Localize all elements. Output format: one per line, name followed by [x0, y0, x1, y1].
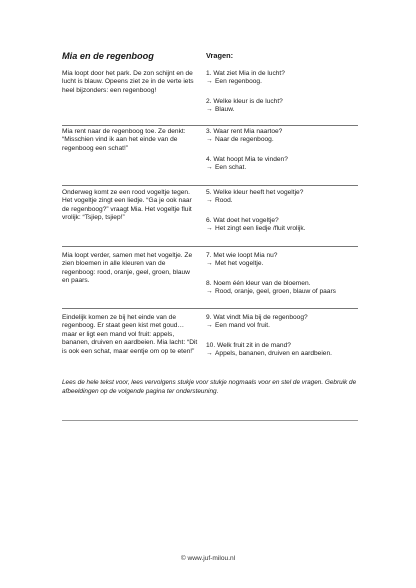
questions-1	[206, 70, 362, 126]
questions-4	[206, 252, 362, 308]
answer-text	[206, 136, 362, 144]
arrow-icon: →	[206, 106, 213, 114]
story-paragraph-2: Mia rent naar de regenboog toe. Ze denkt: “Misschien vind ik aan het einde van de regenboog een schat!”	[62, 128, 186, 152]
qa-item	[206, 252, 362, 269]
answer-text	[206, 288, 362, 296]
title-block	[62, 51, 202, 61]
answer-value: Met het vogeltje.	[215, 260, 264, 268]
question-text: 10. Welk fruit zit in de mand?	[206, 341, 291, 349]
answer-text	[206, 260, 362, 268]
question-text: 2. Welke kleur is de lucht?	[206, 97, 283, 105]
story-paragraph-1: Mia loopt door het park. De zon schijnt en de lucht is blauw. Opeens ziet ze in de verte iets heel bijzonders: een regenboog!	[62, 70, 194, 94]
bottom-divider	[62, 420, 358, 421]
answer-text	[206, 78, 362, 86]
story-paragraph-5: Eindelijk komen ze bij het einde van de regenboog. Er staat geen kist met goud… maar er ligt een mand vol fruit: appels, bananen, druiven en aardbeien. Mia lacht: “Dit is ook een schat, maar eentje om op te eten!”	[62, 314, 198, 355]
story-paragraph-3: Onderweg komt ze een rood vogeltje tegen. Het vogeltje zingt een liedje. “Ga je ook naar de regenboog?” vraagt Mia. Het vogeltje fluit vrolijk: “Tsjiep, tsjiep!”	[62, 189, 192, 222]
answer-text	[206, 225, 362, 233]
questions-5	[206, 314, 362, 370]
answer-text	[206, 350, 362, 358]
page-title: Mia en de regenboog	[62, 51, 154, 61]
section-divider	[62, 125, 358, 126]
arrow-icon: →	[206, 225, 213, 233]
answer-text	[206, 197, 362, 205]
arrow-icon: →	[206, 78, 213, 86]
answer-value: Rood.	[215, 197, 233, 205]
arrow-icon: →	[206, 164, 213, 172]
qa-item	[206, 314, 362, 331]
questions-heading-block	[206, 51, 233, 60]
questions-heading: Vragen:	[206, 51, 234, 60]
qa-item	[206, 342, 362, 359]
qa-item	[206, 280, 362, 297]
answer-value: Een regenboog.	[215, 78, 262, 86]
answer-value: Rood, oranje, geel, groen, blauw of paars	[215, 288, 336, 296]
qa-item	[206, 156, 362, 173]
question-text: 5. Welke kleur heeft het vogeltje?	[206, 189, 304, 196]
answer-value: Het zingt een liedje /fluit vrolijk.	[215, 225, 306, 233]
instructions-text: Lees de hele tekst voor, lees vervolgens stukje voor stukje nogmaals voor en stel de vragen. Gebruik de afbeeldingen op de volgende pagina ter ondersteuning.	[62, 379, 357, 396]
arrow-icon: →	[206, 260, 213, 268]
qa-item	[206, 70, 362, 87]
answer-value: Blauw.	[215, 106, 235, 114]
answer-text	[206, 322, 362, 330]
qa-item	[206, 217, 362, 234]
answer-value: Een mand vol fruit.	[215, 322, 270, 330]
section-divider	[62, 308, 358, 309]
section-divider	[62, 185, 358, 186]
questions-3	[206, 189, 362, 245]
question-text: 1. Wat ziet Mia in de lucht?	[206, 70, 285, 77]
question-text: 3. Waar rent Mia naartoe?	[206, 128, 283, 135]
answer-value: Appels, bananen, druiven en aardbeien.	[215, 350, 332, 358]
question-text: 7. Met wie loopt Mia nu?	[206, 252, 278, 259]
footer-copyright: © www.juf-milou.nl	[180, 555, 236, 562]
answer-value: Een schat.	[215, 164, 247, 172]
section-divider	[62, 246, 358, 247]
question-text: 4. Wat hoopt Mia te vinden?	[206, 155, 288, 163]
answer-text	[206, 106, 362, 114]
question-text: 8. Noem één kleur van de bloemen.	[206, 279, 311, 287]
arrow-icon: →	[206, 350, 213, 358]
question-text: 9. Wat vindt Mia bij de regenboog?	[206, 314, 308, 321]
question-text: 6. Wat doet het vogeltje?	[206, 216, 279, 224]
arrow-icon: →	[206, 288, 213, 296]
qa-item	[206, 189, 362, 206]
arrow-icon: →	[206, 322, 213, 330]
arrow-icon: →	[206, 136, 213, 144]
arrow-icon: →	[206, 197, 213, 205]
qa-item	[206, 128, 362, 145]
questions-2	[206, 128, 362, 184]
answer-value: Naar de regenboog.	[215, 136, 274, 144]
story-paragraph-4: Mia loopt verder, samen met het vogeltje. Ze zien bloemen in alle kleuren van de regenboog: rood, oranje, geel, groen, blauw en paars.	[62, 252, 193, 285]
qa-item	[206, 98, 362, 115]
answer-text	[206, 164, 362, 172]
